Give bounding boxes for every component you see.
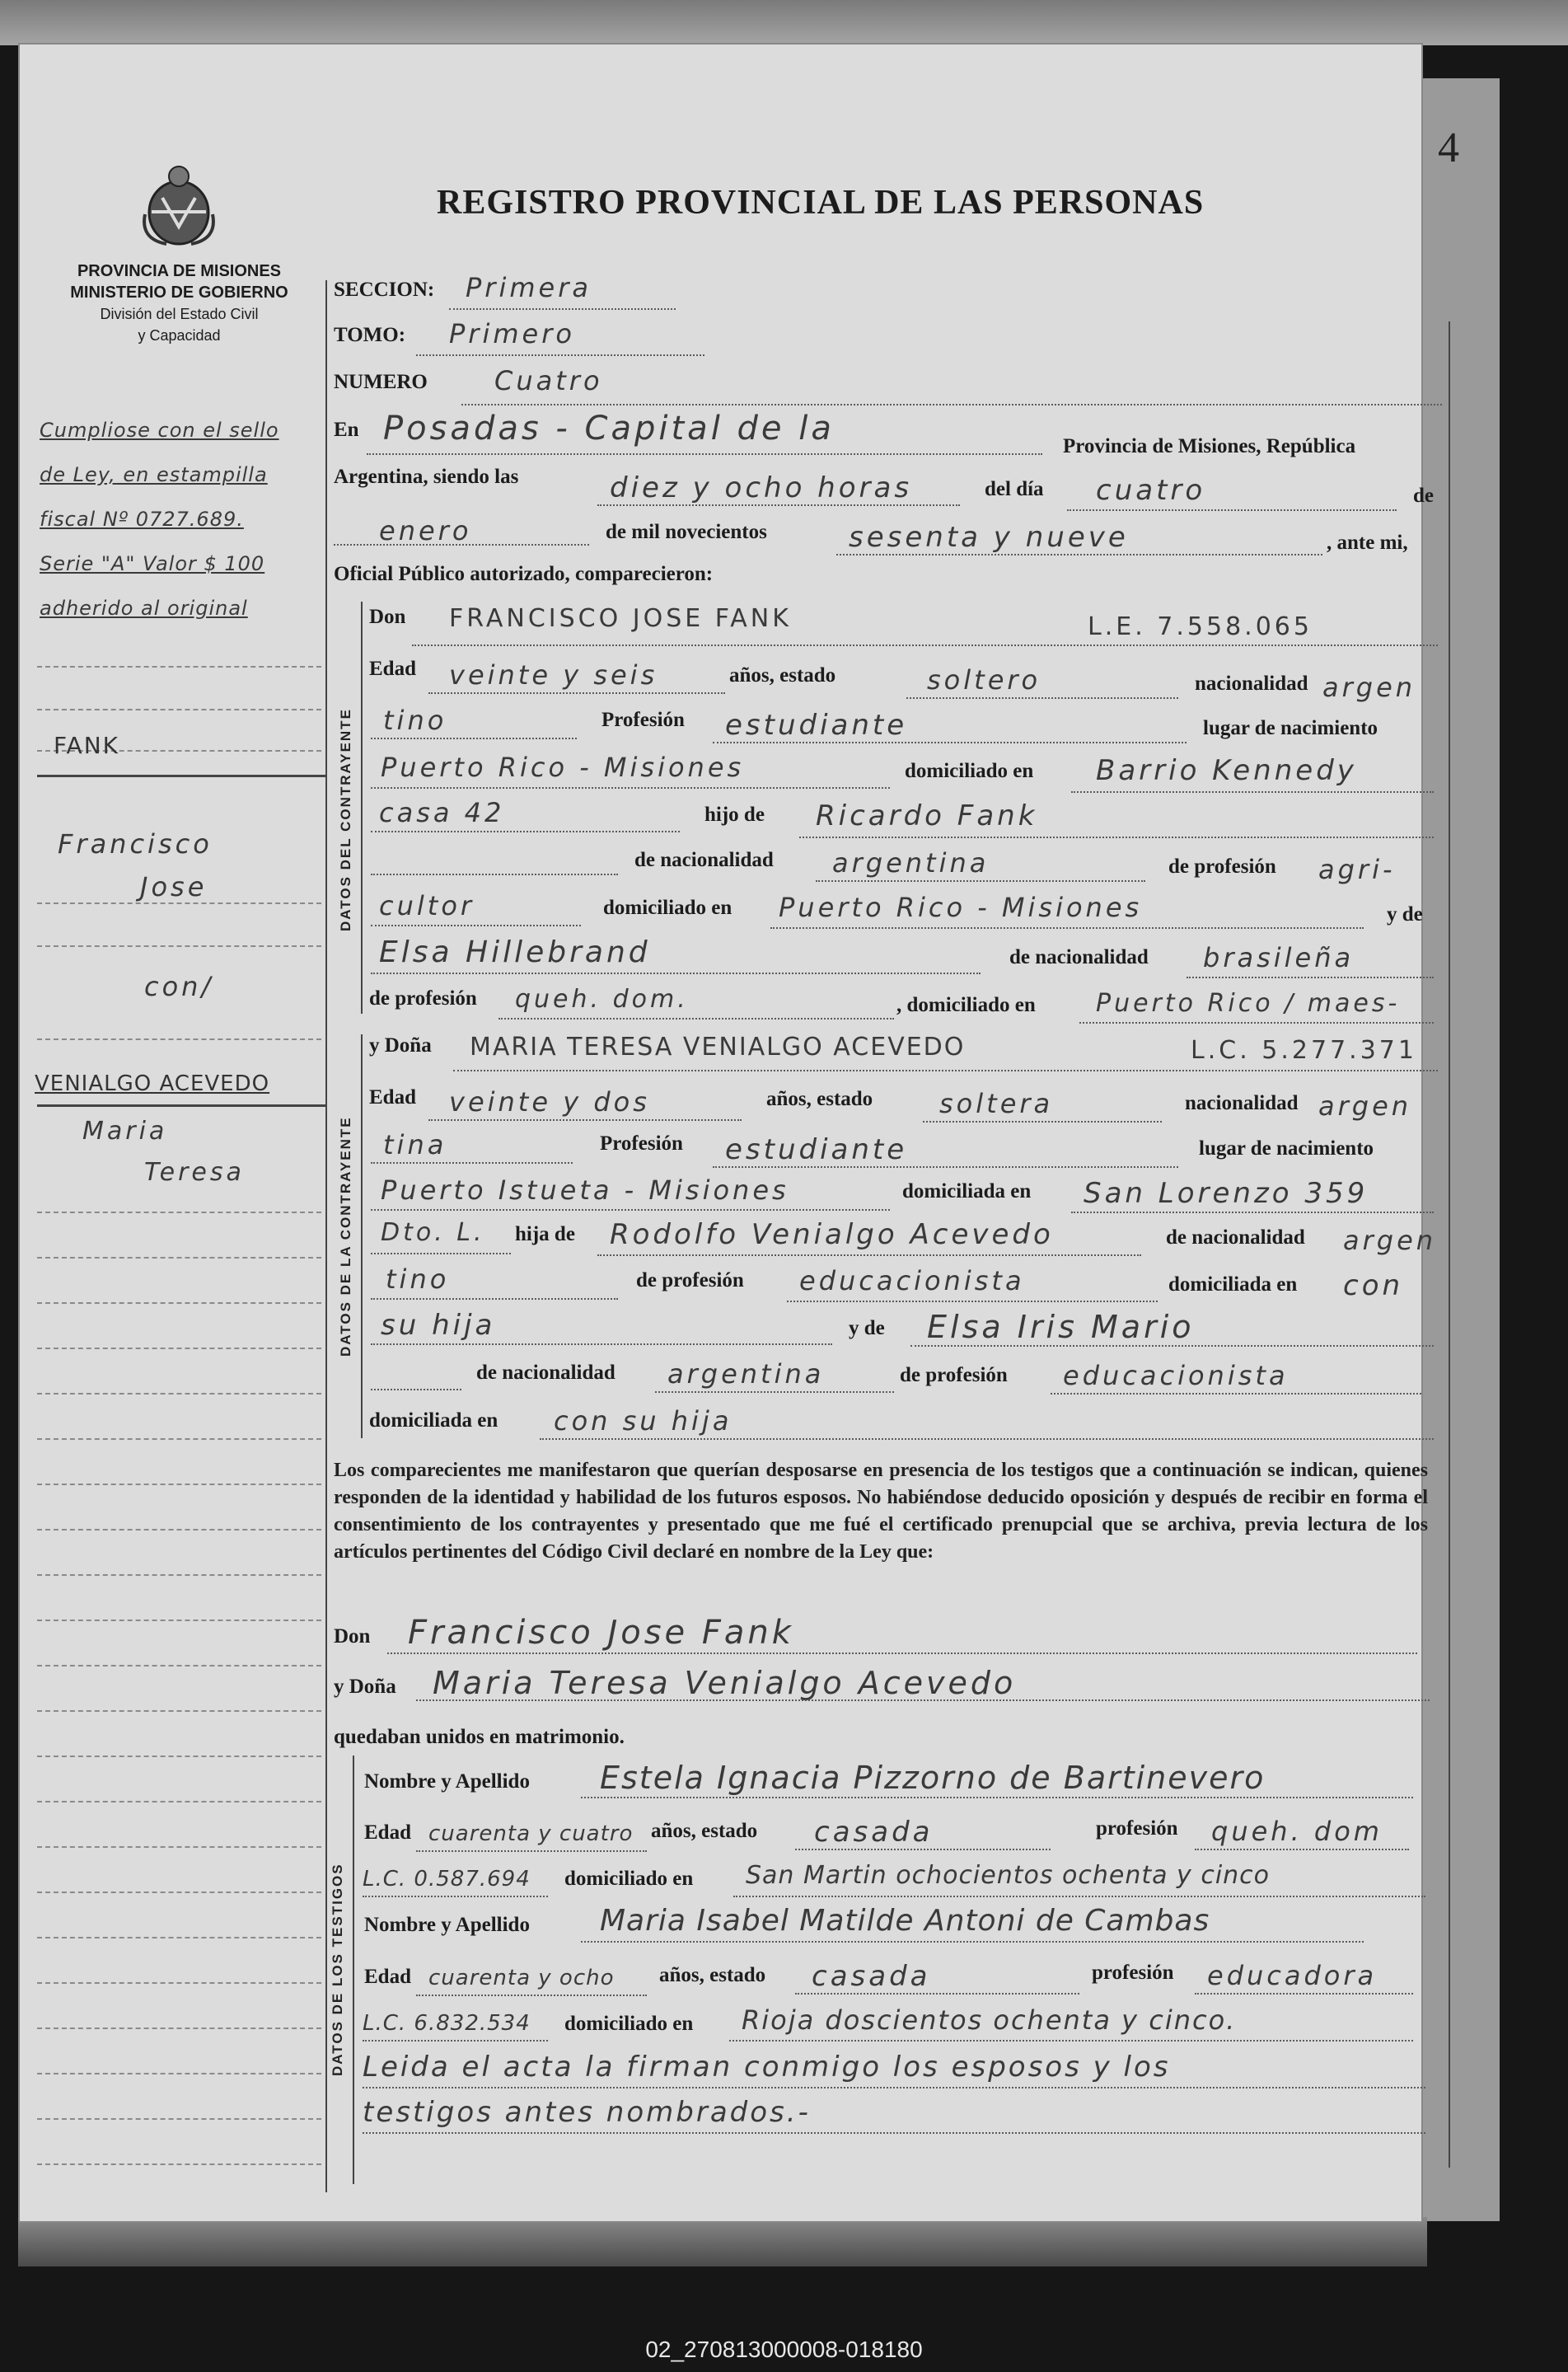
- bride-padre-prof-line: [787, 1301, 1158, 1302]
- contrayente-2-bracket: [361, 1034, 363, 1438]
- t1-profesion-line: [1195, 1849, 1409, 1850]
- t1-profesion: queh. dom: [1211, 1816, 1383, 1847]
- margin-groom-name-1: Francisco: [58, 828, 213, 860]
- numero-value: Cuatro: [494, 365, 603, 396]
- bride-madre-line: [910, 1345, 1434, 1347]
- bride-madre-nac: argentina: [667, 1358, 825, 1390]
- t1-edad-label: Edad: [364, 1821, 411, 1844]
- bride-estado: soltera: [939, 1088, 1054, 1119]
- groom-nac-b: tino: [383, 705, 447, 736]
- bride-madre-prof-label: de profesión: [900, 1364, 1008, 1386]
- groom-madre-nac-label: de nacionalidad: [1009, 946, 1149, 968]
- cierre-line-1: Leida el acta la firman conmigo los esposos y los: [363, 2051, 1171, 2084]
- groom-lugar-nac-label: lugar de nacimiento: [1203, 717, 1378, 739]
- t2-documento-line: [363, 2040, 548, 2042]
- stamp-note-line-3: fiscal Nº 0727.689.: [40, 508, 244, 531]
- stamp-note-line-2: de Ley, en estampilla: [40, 463, 268, 486]
- bride-padre-nac-label: de nacionalidad: [1166, 1226, 1305, 1249]
- groom-madre-prof-line: [498, 1018, 894, 1020]
- groom-estado: soltero: [927, 664, 1041, 696]
- groom-lugar-nac: Puerto Rico - Misiones: [381, 752, 745, 783]
- bride-edad-line: [428, 1119, 742, 1121]
- provincia-text: Provincia de Misiones, República: [1063, 435, 1356, 457]
- right-border: [1449, 321, 1450, 2168]
- groom-hijo-label: hijo de: [704, 804, 765, 826]
- bride-nac-label: nacionalidad: [1185, 1092, 1299, 1114]
- groom-nac-a: argen: [1322, 672, 1416, 703]
- groom-domicilio-line: [1071, 791, 1434, 793]
- t2-edad: cuarenta y ocho: [428, 1966, 615, 1990]
- de-mil-label: de mil novecientos: [606, 521, 767, 543]
- issuer-block: [49, 260, 309, 346]
- margin-groom-name-2: Jose: [140, 871, 208, 902]
- margin-bride-name-1: Maria: [82, 1117, 168, 1146]
- de-label: de: [1413, 485, 1434, 507]
- bride-edad: veinte y dos: [449, 1086, 650, 1118]
- seccion-line: [449, 308, 676, 310]
- bride-madre-dom-label: domiciliada en: [369, 1409, 498, 1432]
- bride-padre-dom-label: domiciliada en: [1168, 1273, 1298, 1296]
- t1-domicilio-line: [733, 1896, 1425, 1897]
- t2-profesion: educadora: [1207, 1960, 1378, 1991]
- bride-padre: Rodolfo Venialgo Acevedo: [610, 1218, 1054, 1251]
- groom-estado-label: años, estado: [729, 664, 836, 687]
- t1-estado-line: [795, 1849, 1051, 1850]
- don-label: Don: [369, 606, 406, 628]
- bride-madre-nac-line: [655, 1391, 894, 1393]
- bride-document: L.C. 5.277.371: [1191, 1036, 1417, 1065]
- bride-padre-nac-line: [371, 1298, 618, 1300]
- bride-lugar-nac: Puerto Istueta - Misiones: [381, 1174, 789, 1206]
- t1-documento-line: [363, 1896, 548, 1897]
- anio-line: [836, 554, 1322, 555]
- bride-lugar-nac-label: lugar de nacimiento: [1199, 1137, 1374, 1160]
- groom-domiciliado-label: domiciliado en: [905, 760, 1034, 782]
- testigos-section-label: DATOS DE LOS TESTIGOS: [330, 1863, 345, 2077]
- bride-madre-prof-line: [1051, 1393, 1421, 1395]
- groom-madre-dom-line: [1079, 1022, 1434, 1024]
- tomo-label: TOMO:: [334, 324, 406, 346]
- t2-documento: L.C. 6.832.534: [363, 2011, 531, 2036]
- tomo-line: [416, 354, 704, 356]
- groom-madre-nac-line: [1187, 977, 1434, 978]
- groom-padre-prof-a: agri-: [1318, 854, 1396, 885]
- dia-value: cuatro: [1096, 474, 1206, 507]
- groom-madre-prof: queh. dom.: [515, 985, 689, 1014]
- bride-edad-label: Edad: [369, 1086, 416, 1109]
- groom-edad-line: [428, 692, 725, 694]
- groom-profesion-line: [713, 742, 1187, 743]
- t1-domicilio: San Martin ochocientos ochenta y cinco: [746, 1861, 1271, 1890]
- groom-padre-prof-line: [371, 925, 581, 926]
- scan-identifier: 02_270813000008-018180: [645, 2337, 923, 2362]
- page-number: 4: [1438, 124, 1459, 171]
- bride-name-line: [453, 1070, 1438, 1071]
- bride-profesion-label: Profesión: [600, 1132, 683, 1155]
- groom-padre-nac-line: [816, 880, 1145, 882]
- t2-estado: casada: [812, 1960, 931, 1993]
- margin-connector: con/: [144, 971, 214, 1002]
- t2-profesion-line: [1195, 1993, 1413, 1995]
- groom-name-line: [412, 645, 1438, 646]
- stamp-note-line-5: adherido al original: [40, 597, 248, 620]
- en-label: En: [334, 419, 359, 441]
- decl-don-line: [387, 1652, 1417, 1654]
- t2-domicilio: Rioja doscientos ochenta y cinco.: [742, 2004, 1237, 2036]
- groom-profesion-label: Profesión: [601, 709, 685, 731]
- contrayente-2-section-label: DATOS DE LA CONTRAYENTE: [338, 1116, 353, 1357]
- groom-madre-prof-label: de profesión: [369, 987, 477, 1010]
- groom-padre-dom-line: [770, 927, 1364, 929]
- page-edge: [0, 0, 1568, 45]
- coat-of-arms-icon: [133, 165, 224, 247]
- stamp-note-line-4: Serie "A" Valor $ 100: [40, 552, 265, 575]
- groom-madre-line: [371, 973, 981, 974]
- margin-bride-surname: VENIALGO ACEVEDO: [35, 1071, 270, 1096]
- t1-estado: casada: [814, 1816, 934, 1849]
- bride-profesion-line: [713, 1166, 1178, 1168]
- issuer-division: División del Estado Civil: [100, 306, 259, 322]
- groom-padre-nac-pre-line: [371, 874, 618, 875]
- t2-edad-line: [416, 1995, 647, 1996]
- bride-nac-a: argen: [1318, 1090, 1412, 1122]
- decl-dona: Maria Teresa Venialgo Acevedo: [433, 1665, 1017, 1701]
- margin-divider: [325, 280, 327, 2192]
- bride-padre-nac-a: argen: [1343, 1225, 1437, 1256]
- groom-padre-line: [799, 837, 1434, 838]
- bride-domicilio-b: Dto. L.: [381, 1218, 485, 1247]
- hora-line: [597, 504, 960, 506]
- bride-lugar-nac-line: [371, 1209, 890, 1211]
- margin-bride-name-2: Teresa: [144, 1158, 245, 1187]
- bride-madre-nac-pre-line: [371, 1389, 461, 1390]
- t1-profesion-label: profesión: [1096, 1817, 1178, 1840]
- hora-value: diez y ocho horas: [610, 471, 913, 504]
- bride-estado-line: [923, 1121, 1162, 1123]
- groom-padre-dom: Puerto Rico - Misiones: [779, 892, 1143, 923]
- del-dia-label: del día: [985, 478, 1044, 500]
- bride-madre-dom: con su hija: [554, 1405, 733, 1437]
- groom-nac-label: nacionalidad: [1195, 673, 1308, 695]
- bride-domiciliada-label: domiciliada en: [902, 1180, 1032, 1202]
- tomo-value: Primero: [449, 318, 575, 349]
- margin-rule-1: [37, 775, 325, 777]
- groom-domicilio-b-line: [371, 831, 680, 832]
- anio-value: sesenta y nueve: [849, 521, 1129, 554]
- t1-nombre-label: Nombre y Apellido: [364, 1770, 530, 1793]
- t1-domiciliado-label: domiciliado en: [564, 1868, 694, 1890]
- t2-profesion-label: profesión: [1092, 1962, 1174, 1984]
- t2-domiciliado-label: domiciliado en: [564, 2013, 694, 2035]
- bride-domicilio-b-line: [371, 1253, 511, 1254]
- bride-y-de-label: y de: [849, 1317, 885, 1339]
- cierre-line-2-rule: [363, 2132, 1425, 2134]
- t2-estado-line: [795, 1993, 1079, 1995]
- cierre-line-1-rule: [363, 2087, 1425, 2088]
- bride-madre-nac-label: de nacionalidad: [476, 1362, 615, 1384]
- groom-edad: veinte y seis: [449, 659, 658, 691]
- lugar-line: [367, 453, 1042, 455]
- groom-edad-label: Edad: [369, 658, 416, 680]
- bride-padre-line: [597, 1254, 1141, 1256]
- groom-padre: Ricardo Fank: [816, 799, 1038, 832]
- register-title: REGISTRO PROVINCIAL DE LAS PERSONAS: [437, 184, 1205, 222]
- ante-mi-label: , ante mi,: [1327, 532, 1408, 554]
- groom-y-de-label: y de: [1387, 903, 1423, 926]
- bride-padre-prof: educacionista: [799, 1265, 1025, 1296]
- numero-line: [461, 404, 1442, 405]
- dona-label: y Doña: [369, 1034, 432, 1057]
- decl-don-label: Don: [334, 1625, 371, 1648]
- dia-line: [1067, 509, 1397, 511]
- declaration-text: Los comparecientes me manifestaron que querían desposarse en presencia de los testigos que a continuación se indican, quienes responden de la identidad y habilidad de los futuros esposos. No habiéndose deducido oposición y después de recibir en forma el consentimiento de los contrayentes y presentado que me fué el certificado prenupcial que se archiva, previa lectura de los artículos pertinentes del Código Civil declaré en nombre de la Ley que:: [334, 1460, 1428, 1563]
- decl-don: Francisco Jose Fank: [408, 1614, 794, 1652]
- bride-madre: Elsa Iris Mario: [927, 1309, 1195, 1345]
- argentina-text: Argentina, siendo las: [334, 466, 519, 488]
- groom-estado-line: [906, 697, 1178, 699]
- stamp-note: [40, 408, 279, 631]
- groom-padre-prof-label: de profesión: [1168, 856, 1276, 878]
- bride-hija-label: hija de: [515, 1223, 575, 1245]
- mes-line: [334, 544, 589, 546]
- t1-edad: cuarenta y cuatro: [428, 1821, 634, 1846]
- issuer-capacity: y Capacidad: [138, 327, 221, 344]
- margin-groom-surname: FANK: [54, 732, 119, 759]
- issuer-province: PROVINCIA DE MISIONES: [77, 262, 282, 280]
- groom-madre-dom: Puerto Rico / maes-: [1096, 989, 1401, 1018]
- issuer-ministry: MINISTERIO DE GOBIERNO: [70, 284, 288, 302]
- decl-unidos: quedaban unidos en matrimonio.: [334, 1726, 625, 1748]
- groom-padre-dom-label: domiciliado en: [603, 897, 733, 919]
- bride-padre-dom-b: su hija: [381, 1309, 496, 1342]
- groom-padre-nac: argentina: [832, 847, 990, 879]
- bride-padre-prof-label: de profesión: [636, 1269, 744, 1291]
- t1-nombre-line: [581, 1797, 1413, 1798]
- numero-label: NUMERO: [334, 371, 428, 393]
- groom-madre: Elsa Hillebrand: [379, 935, 651, 969]
- groom-madre-dom-label: , domiciliado en: [896, 994, 1036, 1016]
- bride-domicilio-a: San Lorenzo 359: [1084, 1177, 1369, 1210]
- bride-domicilio-line: [1071, 1212, 1434, 1213]
- bride-padre-dom-line: [371, 1343, 832, 1345]
- seccion-label: SECCION:: [334, 279, 435, 301]
- groom-domicilio-b: casa 42: [379, 797, 505, 828]
- groom-name: FRANCISCO JOSE FANK: [449, 604, 792, 633]
- groom-padre-prof-b: cultor: [379, 890, 475, 921]
- groom-profesion: estudiante: [725, 709, 908, 742]
- bride-name: MARIA TERESA VENIALGO ACEVEDO: [470, 1033, 966, 1062]
- groom-padre-nac-label: de nacionalidad: [634, 849, 774, 871]
- contrayente-bracket: [361, 602, 363, 1014]
- bride-estado-label: años, estado: [766, 1088, 873, 1110]
- decl-dona-line: [416, 1699, 1430, 1701]
- t2-nombre-label: Nombre y Apellido: [364, 1914, 530, 1936]
- groom-nac-line: [371, 738, 577, 739]
- t1-nombre: Estela Ignacia Pizzorno de Bartinevero: [600, 1760, 1266, 1796]
- t2-nombre-line: [581, 1941, 1364, 1943]
- oficial-label: Oficial Público autorizado, comparecieron:: [334, 563, 714, 585]
- t1-estado-label: años, estado: [651, 1820, 758, 1842]
- bride-padre-dom-a: con: [1343, 1269, 1404, 1302]
- groom-domicilio-a: Barrio Kennedy: [1096, 754, 1357, 787]
- groom-madre-nac: brasileña: [1203, 942, 1355, 973]
- seccion-value: Primera: [466, 272, 592, 303]
- bride-madre-prof: educacionista: [1063, 1360, 1289, 1391]
- cierre-line-2: testigos antes nombrados.-: [363, 2096, 811, 2129]
- groom-lugar-nac-line: [371, 787, 890, 789]
- bride-nac-line: [371, 1162, 573, 1164]
- t1-edad-line: [416, 1850, 647, 1852]
- decl-dona-label: y Doña: [334, 1676, 396, 1698]
- t1-documento: L.C. 0.587.694: [363, 1867, 531, 1892]
- bride-nac-b: tina: [383, 1129, 447, 1160]
- stamp-note-line-1: Cumpliose con el sello: [40, 419, 279, 442]
- margin-rule-2: [37, 1104, 325, 1107]
- groom-document: L.E. 7.558.065: [1088, 612, 1313, 641]
- t2-nombre: Maria Isabel Matilde Antoni de Cambas: [600, 1904, 1210, 1938]
- lugar-value: Posadas - Capital de la: [383, 410, 835, 448]
- page-stack: [18, 2217, 1427, 2267]
- t2-estado-label: años, estado: [659, 1964, 766, 1986]
- mes-value: enero: [379, 515, 472, 546]
- underlying-page: [1417, 78, 1500, 2221]
- bride-profesion: estudiante: [725, 1133, 908, 1166]
- bride-madre-dom-line: [540, 1438, 1434, 1440]
- t2-domicilio-line: [729, 2040, 1413, 2042]
- contrayente-section-label: DATOS DEL CONTRAYENTE: [338, 708, 353, 932]
- bride-padre-nac-b: tino: [386, 1263, 450, 1295]
- testigos-bracket: [353, 1756, 354, 2184]
- t2-edad-label: Edad: [364, 1966, 411, 1988]
